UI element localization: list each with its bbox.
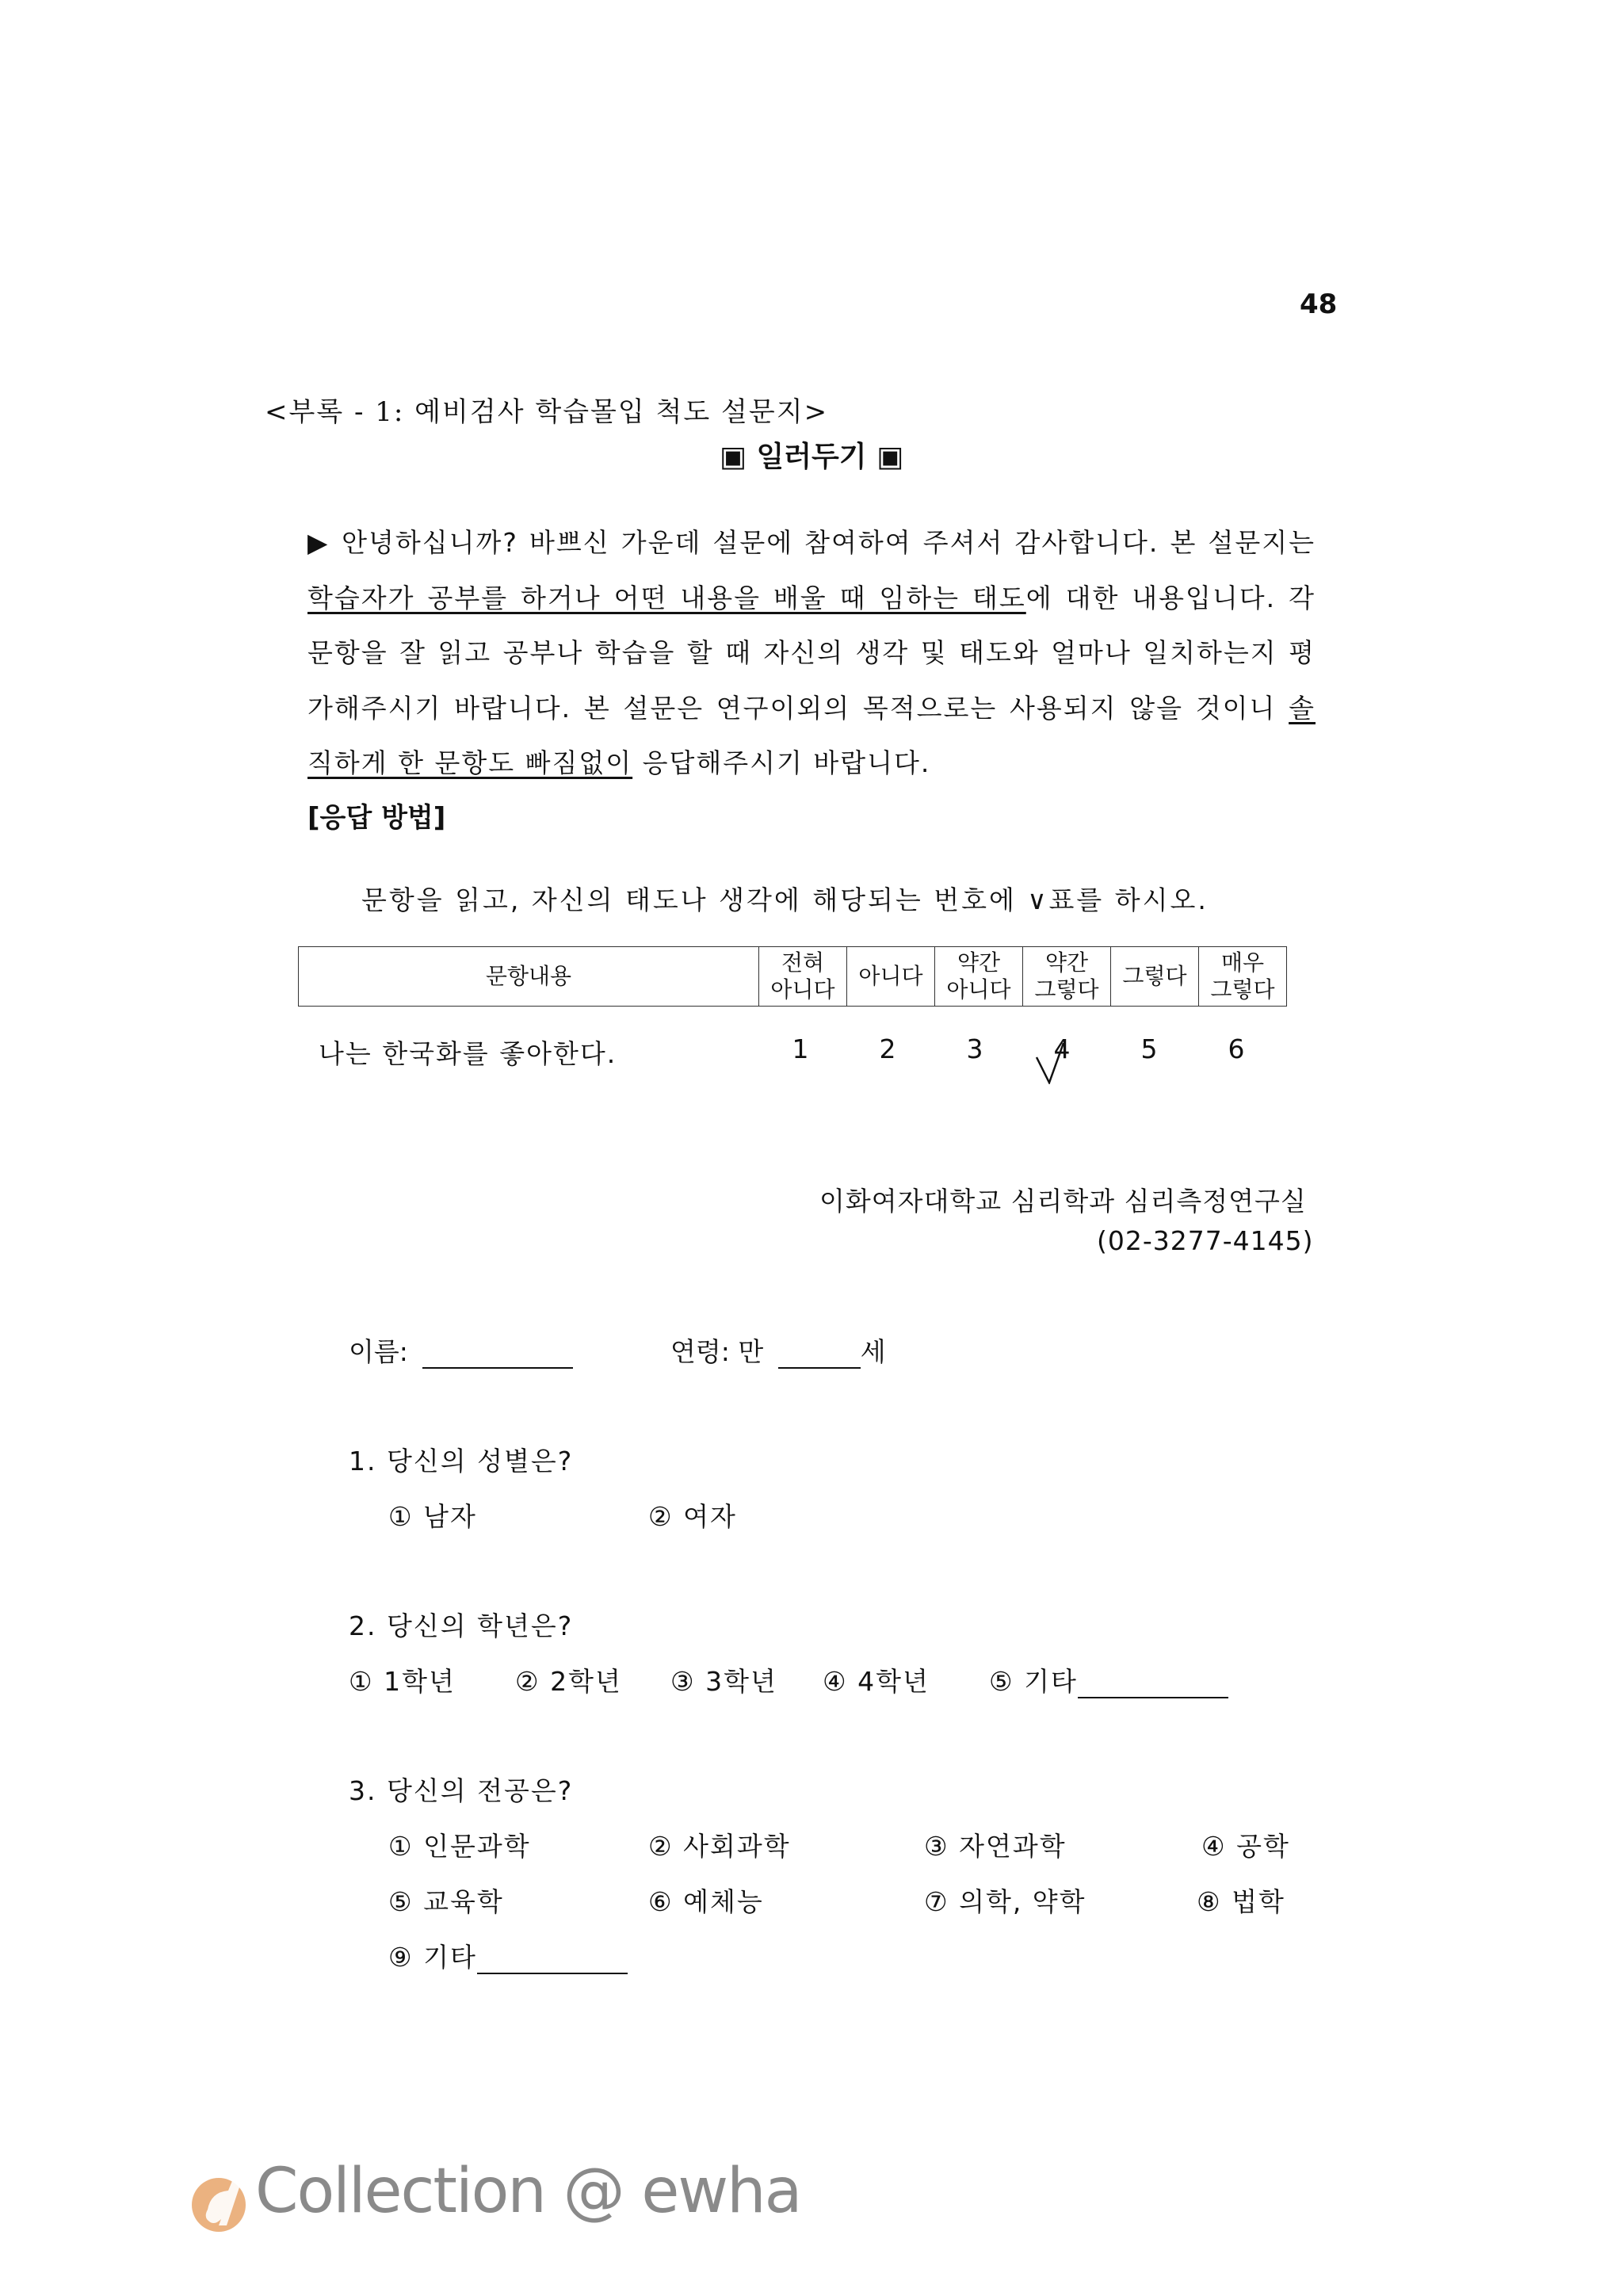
check-mark-icon	[1033, 1040, 1067, 1084]
example-number-3: 3	[966, 1033, 983, 1064]
question-2: 2. 당신의 학년은?	[349, 1610, 574, 1641]
name-blank[interactable]	[422, 1339, 573, 1369]
example-statement: 나는 한국화를 좋아한다.	[319, 1038, 617, 1069]
institution-phone: (02-3277-4145)	[1097, 1225, 1314, 1256]
notice-title: ▣ 일러두기 ▣	[719, 441, 904, 473]
q3-option-3[interactable]: ③ 자연과학	[924, 1831, 1067, 1862]
intro-paragraph	[307, 515, 1316, 791]
q2-option-1[interactable]: ① 1학년	[349, 1666, 456, 1697]
intro-text-1: ▶ 안녕하십니까? 바쁘신 가운데 설문에 참여하여 주셔서 감사합니다. 본 설문지는	[307, 527, 1316, 558]
scale-col-4: 약간 그렇다	[1023, 947, 1111, 1007]
q2-other-blank[interactable]	[1078, 1670, 1228, 1698]
q3-option-9[interactable]: ⑨ 기타	[388, 1937, 628, 1974]
page-number: 48	[1300, 288, 1338, 320]
q3-option-2[interactable]: ② 사회과학	[648, 1831, 791, 1862]
q2-option-4[interactable]: ④ 4학년	[823, 1666, 930, 1697]
q1-option-2[interactable]: ② 여자	[648, 1501, 737, 1532]
response-method-heading: [응답 방법]	[307, 802, 446, 834]
institution-name: 이화여자대학교 심리학과 심리측정연구실	[819, 1186, 1307, 1217]
example-number-1: 1	[792, 1033, 809, 1064]
q1-option-1[interactable]: ① 남자	[388, 1501, 477, 1532]
q3-other-blank[interactable]	[477, 1946, 628, 1974]
scale-col-6: 매우 그렇다	[1199, 947, 1287, 1007]
example-number-5: 5	[1140, 1033, 1158, 1064]
intro-underline-2: 솔직하게 한 문항도 빠짐없이	[307, 692, 1316, 778]
scale-col-3: 약간 아니다	[935, 947, 1023, 1007]
q3-option-6[interactable]: ⑥ 예체능	[648, 1886, 764, 1917]
age-suffix: 세	[860, 1336, 886, 1367]
scale-col-1: 전혀 아니다	[759, 947, 847, 1007]
age-blank[interactable]	[778, 1339, 861, 1369]
intro-text-3: 응답해주시기 바랍니다.	[632, 747, 931, 778]
q2-option-2[interactable]: ② 2학년	[515, 1666, 622, 1697]
dcollection-logo-icon	[184, 2162, 262, 2238]
age-label: 연령: 만	[670, 1336, 764, 1367]
scale-header-row	[299, 947, 1287, 1007]
item-header: 문항내용	[299, 947, 759, 1007]
q2-option-3[interactable]: ③ 3학년	[670, 1666, 777, 1697]
appendix-title: <부록 - 1: 예비검사 학습몰입 척도 설문지>	[265, 396, 829, 428]
watermark-text: Collection @ ewha	[255, 2156, 801, 2227]
scale-table	[298, 946, 1287, 1007]
q3-option-7[interactable]: ⑦ 의학, 약학	[924, 1886, 1086, 1917]
example-number-6: 6	[1228, 1033, 1245, 1064]
instruction: 문항을 읽고, 자신의 태도나 생각에 해당되는 번호에 ∨표를 하시오.	[361, 884, 1209, 915]
name-label: 이름:	[349, 1336, 408, 1367]
example-number-4: 4	[1053, 1033, 1071, 1064]
q2-option-5[interactable]: ⑤ 기타	[989, 1661, 1228, 1698]
intro-text-2: 에 대한 내용입니다. 각 문항을 잘 읽고 공부나 학습을 할 때 자신의 생각 및 태도와 얼마나 일치하는지 평가해주시기 바랍니다. 본 설문은 연구이외의 목적으로는 사용되지 않을 것이니	[307, 582, 1316, 724]
q3-option-1[interactable]: ① 인문과학	[388, 1831, 531, 1862]
scale-col-2: 아니다	[847, 947, 935, 1007]
q3-option-8[interactable]: ⑧ 법학	[1197, 1886, 1285, 1917]
q3-option-5[interactable]: ⑤ 교육학	[388, 1886, 504, 1917]
question-3: 3. 당신의 전공은?	[349, 1775, 574, 1806]
q3-option-4[interactable]: ④ 공학	[1201, 1831, 1290, 1862]
name-field	[349, 1331, 573, 1369]
intro-underline-1: 학습자가 공부를 하거나 어떤 내용을 배울 때 임하는 태도	[307, 582, 1026, 613]
question-1: 1. 당신의 성별은?	[349, 1446, 574, 1477]
age-field	[670, 1331, 886, 1369]
example-number-2: 2	[879, 1033, 896, 1064]
scale-col-5: 그렇다	[1111, 947, 1199, 1007]
